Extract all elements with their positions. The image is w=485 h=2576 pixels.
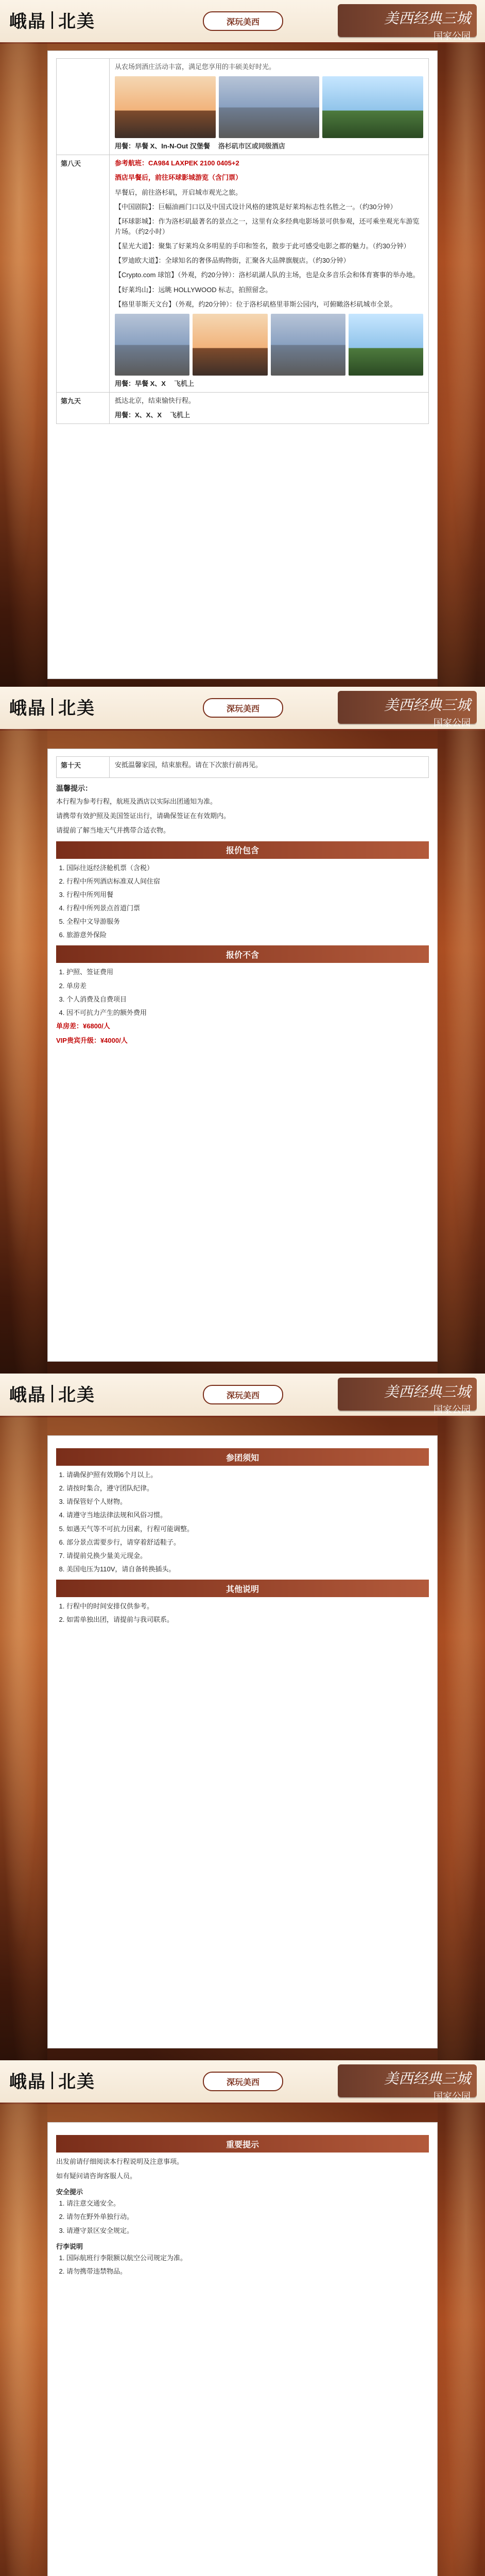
meals-row bbox=[115, 410, 423, 420]
list-item: 4. 请遵守当地法律法规和风俗习惯。 bbox=[66, 1510, 429, 1520]
page-1 bbox=[0, 0, 485, 687]
logo-destination: 北美 bbox=[58, 12, 95, 31]
logo-separator bbox=[51, 698, 53, 716]
logo-separator bbox=[51, 11, 53, 29]
brand-line-1: 美西经典三城 bbox=[384, 697, 471, 714]
fees-excluded-title: 报价不含 bbox=[56, 945, 429, 963]
right-decor bbox=[438, 2103, 485, 2576]
content-card bbox=[47, 1435, 438, 2048]
brand-line-2: 国家公园 bbox=[434, 2091, 471, 2102]
misc-list bbox=[56, 1601, 429, 1625]
vip-upgrade: VIP贵宾升级：¥4000/人 bbox=[56, 1037, 128, 1045]
page-4 bbox=[0, 2060, 485, 2576]
photo bbox=[193, 314, 267, 376]
page-header bbox=[0, 1374, 485, 1417]
list-item: 5. 如遇天气等不可抗力因素，行程可能调整。 bbox=[66, 1524, 429, 1534]
image-strip bbox=[115, 76, 423, 138]
list-item: 2. 行程中所列酒店标准双人间住宿 bbox=[66, 876, 429, 887]
misc-title: 其他说明 bbox=[56, 1580, 429, 1597]
notes-list bbox=[56, 1470, 429, 1574]
meals-row bbox=[115, 141, 423, 151]
list-item: 2. 请按时集合，遵守团队纪律。 bbox=[66, 1483, 429, 1494]
list-item: 1. 国际航班行李限额以航空公司规定为准。 bbox=[66, 2253, 429, 2263]
list-item: 1. 护照、签证费用 bbox=[66, 967, 429, 977]
right-decor bbox=[438, 729, 485, 1374]
list-item: 2. 如需单独出团，请提前与我司联系。 bbox=[66, 1615, 429, 1625]
day-details bbox=[110, 59, 428, 155]
day-details bbox=[110, 757, 428, 777]
luggage-list bbox=[56, 2253, 429, 2277]
page-2 bbox=[0, 687, 485, 1374]
content-card bbox=[47, 749, 438, 1362]
logo bbox=[9, 1381, 95, 1406]
route-pill: 深玩美西 bbox=[203, 11, 283, 31]
day8-line: 早餐后，前往洛杉矶，开启城市观光之旅。 bbox=[115, 188, 242, 196]
warm-tip: 请提前了解当地天气并携带合适衣物。 bbox=[56, 826, 170, 835]
list-item: 4. 因不可抗力产生的额外费用 bbox=[66, 1008, 429, 1018]
brand-line-2: 国家公园 bbox=[434, 31, 471, 41]
itinerary-row-day9 bbox=[56, 393, 429, 424]
route-pill: 深玩美西 bbox=[203, 698, 283, 718]
brand-line-2: 国家公园 bbox=[434, 718, 471, 728]
flight-info: 参考航班：CA984 LAXPEK 2100 0405+2 bbox=[115, 159, 239, 167]
itinerary-row-day10 bbox=[56, 756, 429, 778]
hotel: 飞机上 bbox=[174, 379, 194, 387]
logo-separator bbox=[51, 1385, 53, 1402]
content-card bbox=[47, 50, 438, 679]
photo bbox=[349, 314, 423, 376]
fees-excluded-list bbox=[56, 967, 429, 1018]
list-item: 3. 请遵守景区安全规定。 bbox=[66, 2226, 429, 2236]
day-details bbox=[110, 393, 428, 423]
day8-line: 【格里菲斯天文台】（外观，约20分钟）：位于洛杉矶格里菲斯公园内，可俯瞰洛杉矶城市全景。 bbox=[115, 300, 397, 308]
list-item: 6. 部分景点需要步行，请穿着舒适鞋子。 bbox=[66, 1537, 429, 1548]
brand-banner bbox=[338, 4, 477, 41]
page-3 bbox=[0, 1374, 485, 2060]
brand-banner bbox=[338, 1378, 477, 1415]
logo-mark: 峨晶 bbox=[9, 2072, 46, 2092]
intro-text: 从农场到酒庄活动丰富，满足您享用的丰硕美好时光。 bbox=[115, 63, 276, 71]
list-item: 3. 个人消费及自费项目 bbox=[66, 994, 429, 1005]
brand-banner bbox=[338, 691, 477, 728]
day-label: 第八天 bbox=[57, 155, 110, 392]
hotel: 洛杉矶市区或同级酒店 bbox=[218, 142, 285, 150]
logo bbox=[9, 7, 95, 32]
logo-destination: 北美 bbox=[58, 2072, 95, 2092]
left-decor bbox=[0, 1416, 47, 2060]
list-item: 1. 请确保护照有效期6个月以上。 bbox=[66, 1470, 429, 1480]
list-item: 2. 请勿携带违禁物品。 bbox=[66, 2266, 429, 2277]
day-label: 第十天 bbox=[57, 757, 110, 777]
logo-mark: 峨晶 bbox=[9, 11, 46, 32]
day8-line: 【星光大道】：聚集了好莱坞众多明星的手印和签名，散步于此可感受电影之都的魅力。（约30分钟） bbox=[115, 242, 410, 250]
image-strip bbox=[115, 314, 423, 376]
logo-destination: 北美 bbox=[58, 1385, 95, 1405]
list-item: 2. 单房差 bbox=[66, 981, 429, 991]
day10-text: 安抵温馨家园，结束旅程。请在下次旅行前再见。 bbox=[115, 761, 263, 769]
list-item: 1. 国际往返经济舱机票（含税） bbox=[66, 863, 429, 873]
safety-list bbox=[56, 2198, 429, 2235]
list-item: 1. 请注意交通安全。 bbox=[66, 2198, 429, 2209]
list-item: 5. 全程中文导游服务 bbox=[66, 917, 429, 927]
list-item: 3. 行程中所列用餐 bbox=[66, 890, 429, 900]
photo bbox=[219, 76, 320, 138]
photo bbox=[115, 76, 216, 138]
logo bbox=[9, 694, 95, 719]
day-label: 第九天 bbox=[57, 393, 110, 423]
logo bbox=[9, 2067, 95, 2093]
section-title: 重要提示 bbox=[56, 2135, 429, 2153]
day9-text: 抵达北京，结束愉快行程。 bbox=[115, 396, 196, 404]
itinerary-row-day8 bbox=[56, 155, 429, 393]
warm-tips-title: 温馨提示： bbox=[56, 784, 92, 793]
single-room-supplement: 单房差：¥6800/人 bbox=[56, 1022, 110, 1030]
warm-tip: 本行程为参考行程，航班及酒店以实际出团通知为准。 bbox=[56, 798, 217, 806]
hotel: 飞机上 bbox=[170, 411, 190, 419]
page-header bbox=[0, 687, 485, 731]
day8-line: 【Crypto.com 球馆】（外观，约20分钟）：洛杉矶湖人队的主场，也是众多音乐会和体育赛事的举办地。 bbox=[115, 271, 420, 279]
fees-included-title: 报价包含 bbox=[56, 841, 429, 859]
photo bbox=[322, 76, 423, 138]
day8-line: 【中国剧院】：巨幅油画门口以及中国式设计风格的建筑是好莱坞标志性名胜之一。（约30分钟） bbox=[115, 202, 397, 211]
route-pill: 深玩美西 bbox=[203, 2072, 283, 2091]
brand-banner bbox=[338, 2064, 477, 2102]
paragraph: 出发前请仔细阅读本行程说明及注意事项。 bbox=[56, 2158, 184, 2165]
photo bbox=[115, 314, 189, 376]
day8-line: 【好莱坞山】：远眺 HOLLYWOOD 标志，拍照留念。 bbox=[115, 285, 272, 294]
itinerary-row bbox=[56, 58, 429, 155]
meals: 用餐：X、X、X bbox=[115, 411, 162, 419]
list-item: 3. 请保管好个人财物。 bbox=[66, 1497, 429, 1507]
page-header bbox=[0, 0, 485, 44]
page-header bbox=[0, 2060, 485, 2104]
luggage-title: 行李说明 bbox=[56, 2242, 83, 2250]
meals: 用餐：早餐 X、X bbox=[115, 379, 166, 387]
warm-tip: 请携带有效护照及美国签证出行，请确保签证在有效期内。 bbox=[56, 812, 231, 820]
list-item: 1. 行程中的时间安排仅供参考。 bbox=[66, 1601, 429, 1612]
left-decor bbox=[0, 729, 47, 1374]
logo-destination: 北美 bbox=[58, 699, 95, 718]
fees-included-list bbox=[56, 863, 429, 941]
day8-line: 【罗迪欧大道】：全球知名的奢侈品购物街，汇聚各大品牌旗舰店。（约30分钟） bbox=[115, 257, 350, 265]
list-item: 4. 行程中所列景点首道门票 bbox=[66, 903, 429, 913]
logo-mark: 峨晶 bbox=[9, 698, 46, 719]
left-decor bbox=[0, 42, 47, 687]
brand-line-1: 美西经典三城 bbox=[384, 10, 471, 27]
logo-separator bbox=[51, 2072, 53, 2089]
left-decor bbox=[0, 2103, 47, 2576]
day-details bbox=[110, 155, 428, 392]
section-title: 参团须知 bbox=[56, 1448, 429, 1466]
list-item: 6. 旅游意外保险 bbox=[66, 930, 429, 940]
right-decor bbox=[438, 1416, 485, 2060]
safety-title: 安全提示 bbox=[56, 2188, 83, 2196]
photo bbox=[271, 314, 345, 376]
list-item: 7. 请提前兑换少量美元现金。 bbox=[66, 1551, 429, 1561]
brand-line-1: 美西经典三城 bbox=[384, 2070, 471, 2087]
list-item: 2. 请勿在野外单独行动。 bbox=[66, 2212, 429, 2222]
day8-line: 【环球影城】：作为洛杉矶最著名的景点之一，这里有众多经典电影场景可供参观，还可乘坐观光车游览片场。（约2小时） bbox=[115, 217, 420, 235]
logo-mark: 峨晶 bbox=[9, 1385, 46, 1405]
brand-line-2: 国家公园 bbox=[434, 1404, 471, 1415]
day-label bbox=[57, 59, 110, 155]
flight-note: 酒店早餐后，前往环球影城游览（含门票） bbox=[115, 174, 242, 182]
right-decor bbox=[438, 42, 485, 687]
brand-line-1: 美西经典三城 bbox=[384, 1383, 471, 1400]
meals-row bbox=[115, 379, 423, 389]
content-card bbox=[47, 2122, 438, 2576]
paragraph: 如有疑问请咨询客服人员。 bbox=[56, 2172, 137, 2180]
list-item: 8. 美国电压为110V，请自备转换插头。 bbox=[66, 1564, 429, 1574]
meals: 用餐：早餐 X、In-N-Out 汉堡餐 bbox=[115, 142, 210, 150]
route-pill: 深玩美西 bbox=[203, 1385, 283, 1404]
